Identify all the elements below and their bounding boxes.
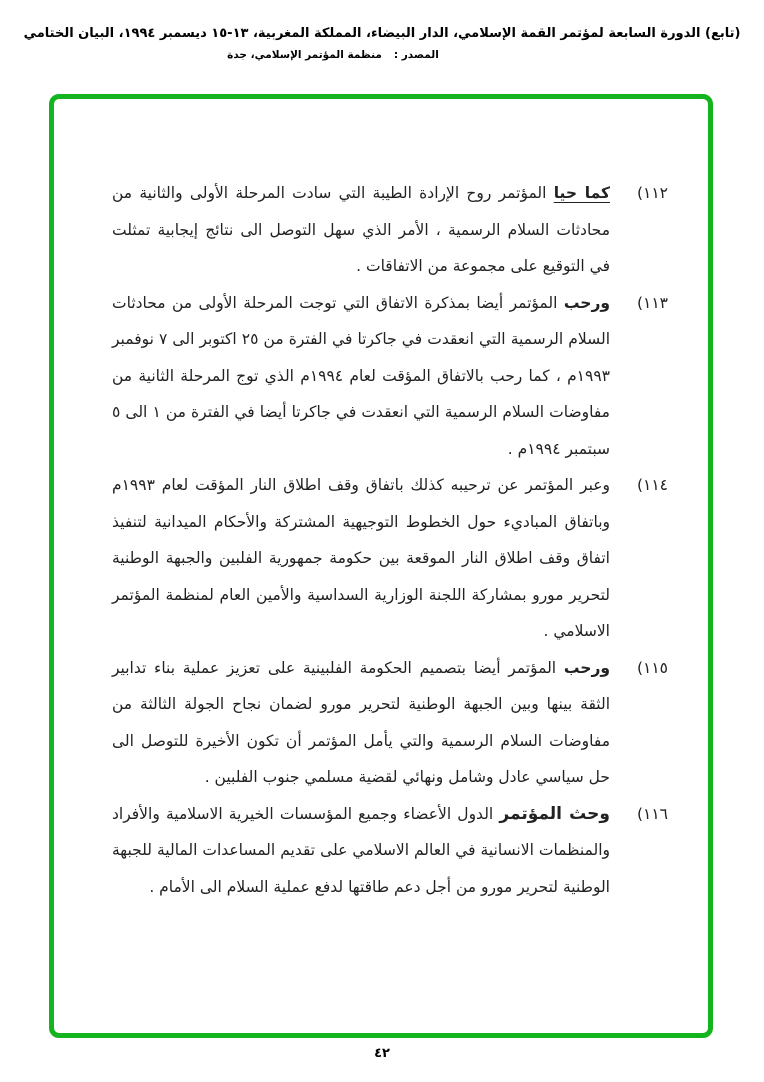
- paragraph-text: [112, 285, 610, 468]
- numbered-paragraph: [112, 175, 668, 285]
- numbered-paragraph: [112, 796, 668, 906]
- page-header: [0, 26, 764, 61]
- paragraph-lead-words: كما حيا: [553, 184, 610, 202]
- paragraph-number: ١١٥): [636, 658, 668, 677]
- paragraph-number: ١١٢): [636, 184, 668, 202]
- paragraph-number: ١١٤): [636, 476, 668, 494]
- paragraph-text: [112, 467, 610, 650]
- paragraph-lead-words: وعبر: [580, 476, 610, 494]
- paragraph-number: ١١٦): [636, 804, 668, 823]
- paragraph-lead-words: ورحب: [563, 293, 610, 312]
- source-value: منظمة المؤتمر الإسلامي، جدة: [227, 49, 382, 61]
- paragraph-lead-words: وحث المؤتمر: [499, 803, 610, 824]
- paragraph-body-text: الدول الأعضاء وجميع المؤسسات الخيرية الاسلامية والأفراد والمنظمات الانسانية في العالم الاسلامي على تقديم المساعدات المالية للجبهة الوطنية لتحرير مورو من أجل دعم طاقتها لدفع عملية السلام الى الأمام .: [112, 804, 610, 896]
- green-border-frame: [49, 94, 713, 1038]
- paragraph-text: [112, 175, 610, 285]
- paragraph-body-text: المؤتمر أيضا بتصميم الحكومة الفلبينية على تعزيز عملية بناء تدابير الثقة بينها وبين الجبهة الوطنية لتحرير مورو لضمان نجاح الجولة الثالثة من مفاوضات السلام الرسمية والتي يأمل المؤتمر أن تكون الأخيرة للتوصل الى حل سياسي عادل وشامل ونهائي لقضية مسلمي جنوب الفلبين .: [112, 658, 610, 786]
- paragraph-body-text: المؤتمر عن ترحيبه كذلك باتفاق وقف اطلاق النار المؤقت لعام ١٩٩٣م وباتفاق المباديء حول الخطوط التوجيهية المشتركة والأحكام الميدانية لتنفيذ اتفاق وقف اطلاق النار الموقعة بين حكومة جمهورية الفلبين والجبهة الوطنية لتحرير مورو بمشاركة اللجنة الوزارية السداسية والأمين العام لمنظمة المؤتمر الاسلامي .: [112, 476, 610, 640]
- paragraph-number: ١١٣): [636, 293, 668, 312]
- source-label: المصدر :: [393, 49, 439, 61]
- document-source-line: [0, 49, 715, 61]
- paragraph-text: [112, 650, 610, 796]
- page-number: ٤٢: [374, 1046, 390, 1061]
- document-title: (تابع) الدورة السابعة لمؤتمر القمة الإسلامي، الدار البيضاء، المملكة المغربية، ١٣-١٥ ديسمبر ١٩٩٤، البيان الختامي: [23, 26, 741, 41]
- paragraph-lead-words: ورحب: [563, 658, 610, 677]
- numbered-paragraph: [112, 650, 668, 796]
- paragraph-text: [112, 796, 610, 906]
- paragraph-list: [112, 175, 668, 905]
- numbered-paragraph: [112, 285, 668, 468]
- paragraph-body-text: المؤتمر روح الإرادة الطيبة التي سادت المرحلة الأولى والثانية من محادثات السلام الرسمية ، الأمر الذي سهل التوصل الى نتائج إيجابية تمثلت في التوقيع على مجموعة من الاتفاقات .: [112, 184, 610, 275]
- numbered-paragraph: [112, 467, 668, 650]
- paragraph-body-text: المؤتمر أيضا بمذكرة الاتفاق التي توجت المرحلة الأولى من محادثات السلام الرسمية التي انعقدت في جاكرتا في الفترة من ٢٥ اكتوبر الى ٧ نوفمبر ١٩٩٣م ، كما رحب بالاتفاق المؤقت لعام ١٩٩٤م الذي توج المرحلة الثانية من مفاوضات السلام الرسمية التي انعقدت في جاكرتا أيضا في الفترة من ١ الى ٥ سبتمبر ١٩٩٤م .: [112, 293, 610, 458]
